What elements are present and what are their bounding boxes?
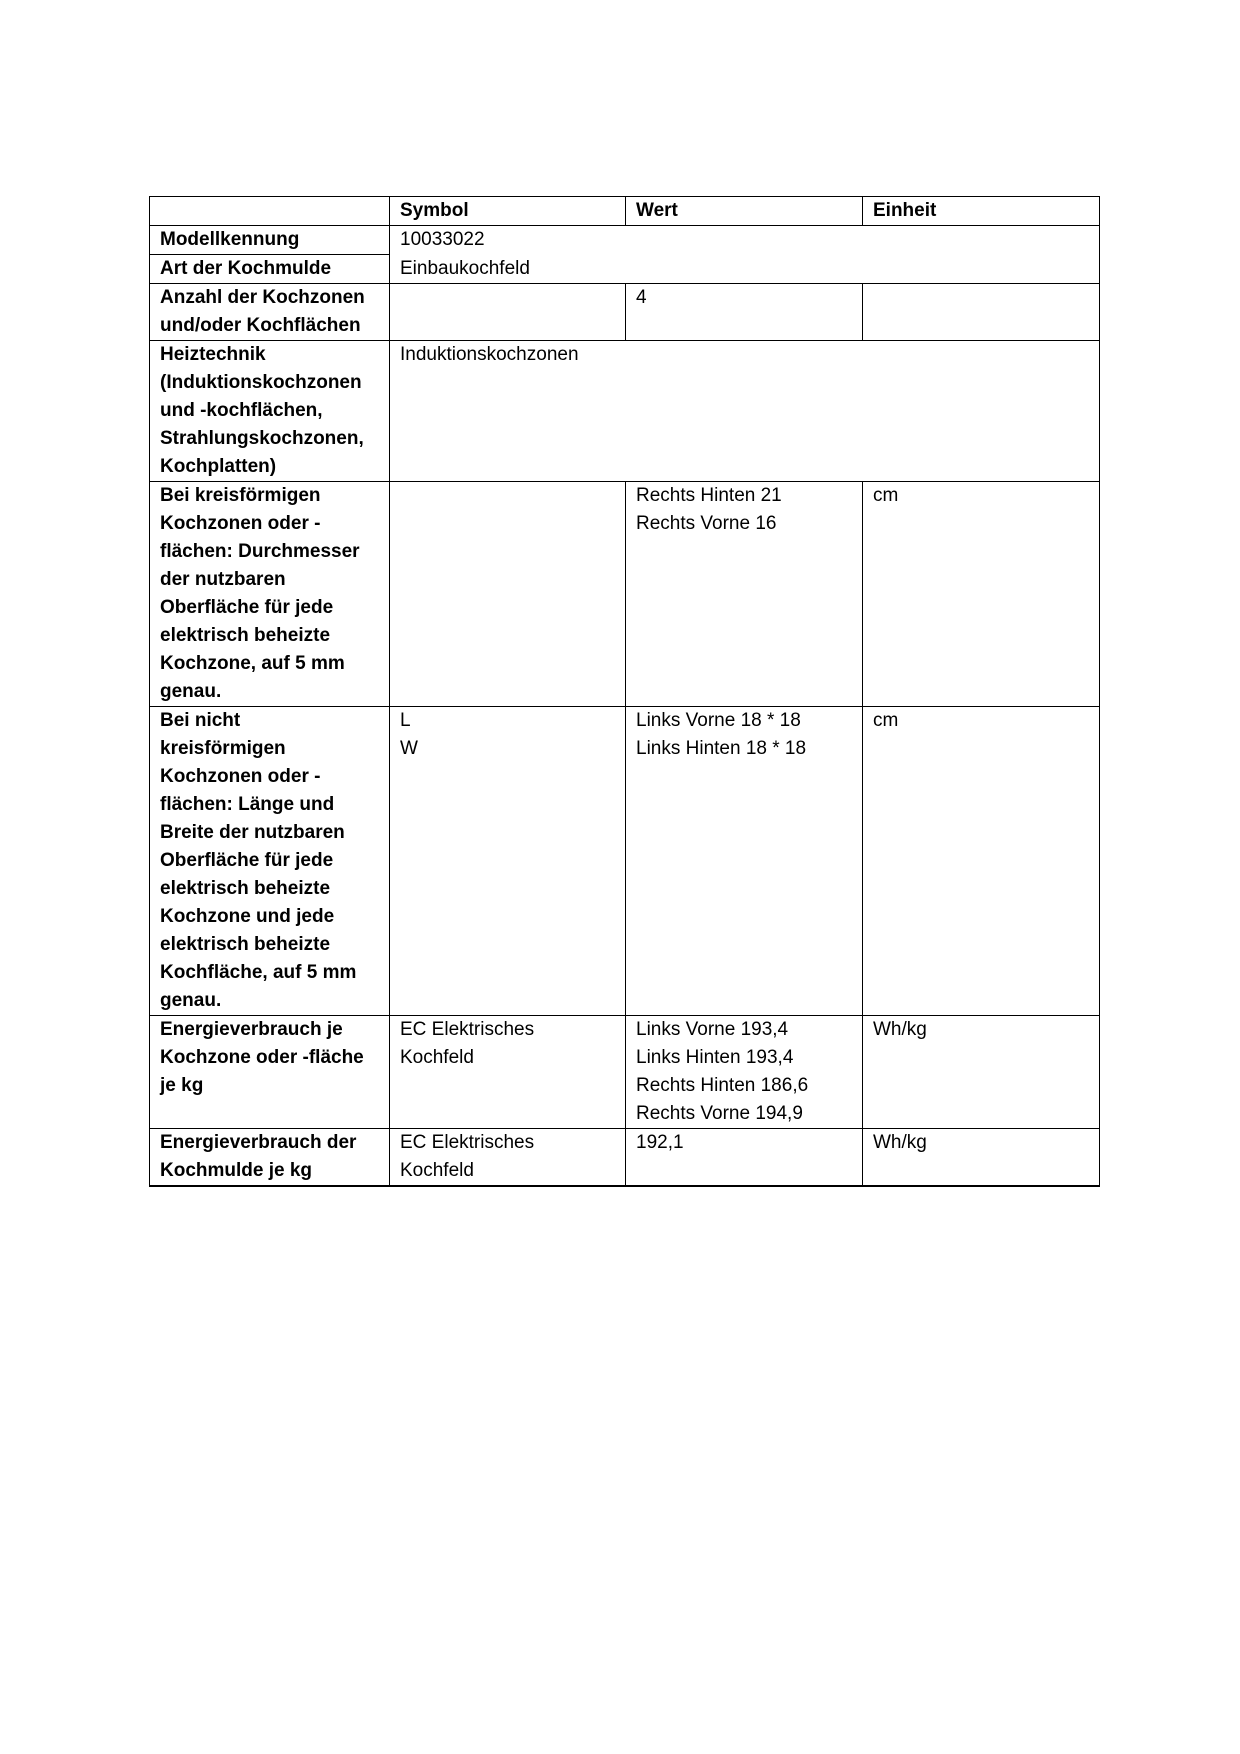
row-wert-anzahl: 4 — [626, 284, 863, 341]
table-row — [150, 1016, 1100, 1129]
row-label-nicht-kreisfoermig: Bei nicht kreisförmigen Kochzonen oder - flächen: Länge und Breite der nutzbaren Oberfläche für jede elektrisch beheizte Kochzone und jede elektrisch beheizte Kochfläche, auf 5 mm genau. — [150, 707, 390, 1016]
row-label-energie-mulde: Energieverbrauch der Kochmulde je kg — [150, 1129, 390, 1187]
header-einheit: Einheit — [863, 197, 1100, 226]
row-symbol-anzahl — [390, 284, 626, 341]
row-wert-energie-zone: Links Vorne 193,4 Links Hinten 193,4 Rechts Hinten 186,6 Rechts Vorne 194,9 — [626, 1016, 863, 1129]
row-label-energie-zone: Energieverbrauch je Kochzone oder -fläche je kg — [150, 1016, 390, 1129]
row-einheit-energie-zone: Wh/kg — [863, 1016, 1100, 1129]
row-value-heiztechnik: Induktionskochzonen — [390, 341, 1100, 482]
row-symbol-kreisfoermig — [390, 482, 626, 707]
header-symbol: Symbol — [390, 197, 626, 226]
row-label-modellkennung: Modellkennung — [150, 226, 390, 255]
row-symbol-nicht-kreisfoermig: L W — [390, 707, 626, 1016]
table-row — [150, 1129, 1100, 1187]
table-row — [150, 482, 1100, 707]
row-wert-nicht-kreisfoermig: Links Vorne 18 * 18 Links Hinten 18 * 18 — [626, 707, 863, 1016]
table-row — [150, 707, 1100, 1016]
row-label-heiztechnik: Heiztechnik (Induktionskochzonen und -kochflächen, Strahlungskochzonen, Kochplatten) — [150, 341, 390, 482]
table-header-row — [150, 197, 1100, 226]
row-einheit-nicht-kreisfoermig: cm — [863, 707, 1100, 1016]
row-einheit-anzahl — [863, 284, 1100, 341]
row-label-kreisfoermig: Bei kreisförmigen Kochzonen oder - flächen: Durchmesser der nutzbaren Oberfläche für jede elektrisch beheizte Kochzone, auf 5 mm genau. — [150, 482, 390, 707]
header-empty — [150, 197, 390, 226]
spec-table — [149, 196, 1100, 1187]
row-einheit-kreisfoermig: cm — [863, 482, 1100, 707]
row-label-anzahl: Anzahl der Kochzonen und/oder Kochflächen — [150, 284, 390, 341]
header-wert: Wert — [626, 197, 863, 226]
row-symbol-energie-mulde: EC Elektrisches Kochfeld — [390, 1129, 626, 1187]
row-label-art: Art der Kochmulde — [150, 255, 390, 284]
row-wert-energie-mulde: 192,1 — [626, 1129, 863, 1187]
row-value-art: Einbaukochfeld — [390, 255, 1100, 284]
row-symbol-energie-zone: EC Elektrisches Kochfeld — [390, 1016, 626, 1129]
table-row — [150, 284, 1100, 341]
table-row — [150, 226, 1100, 255]
row-einheit-energie-mulde: Wh/kg — [863, 1129, 1100, 1187]
row-value-modellkennung: 10033022 — [390, 226, 1100, 255]
table-row — [150, 255, 1100, 284]
row-wert-kreisfoermig: Rechts Hinten 21 Rechts Vorne 16 — [626, 482, 863, 707]
table-row — [150, 341, 1100, 482]
